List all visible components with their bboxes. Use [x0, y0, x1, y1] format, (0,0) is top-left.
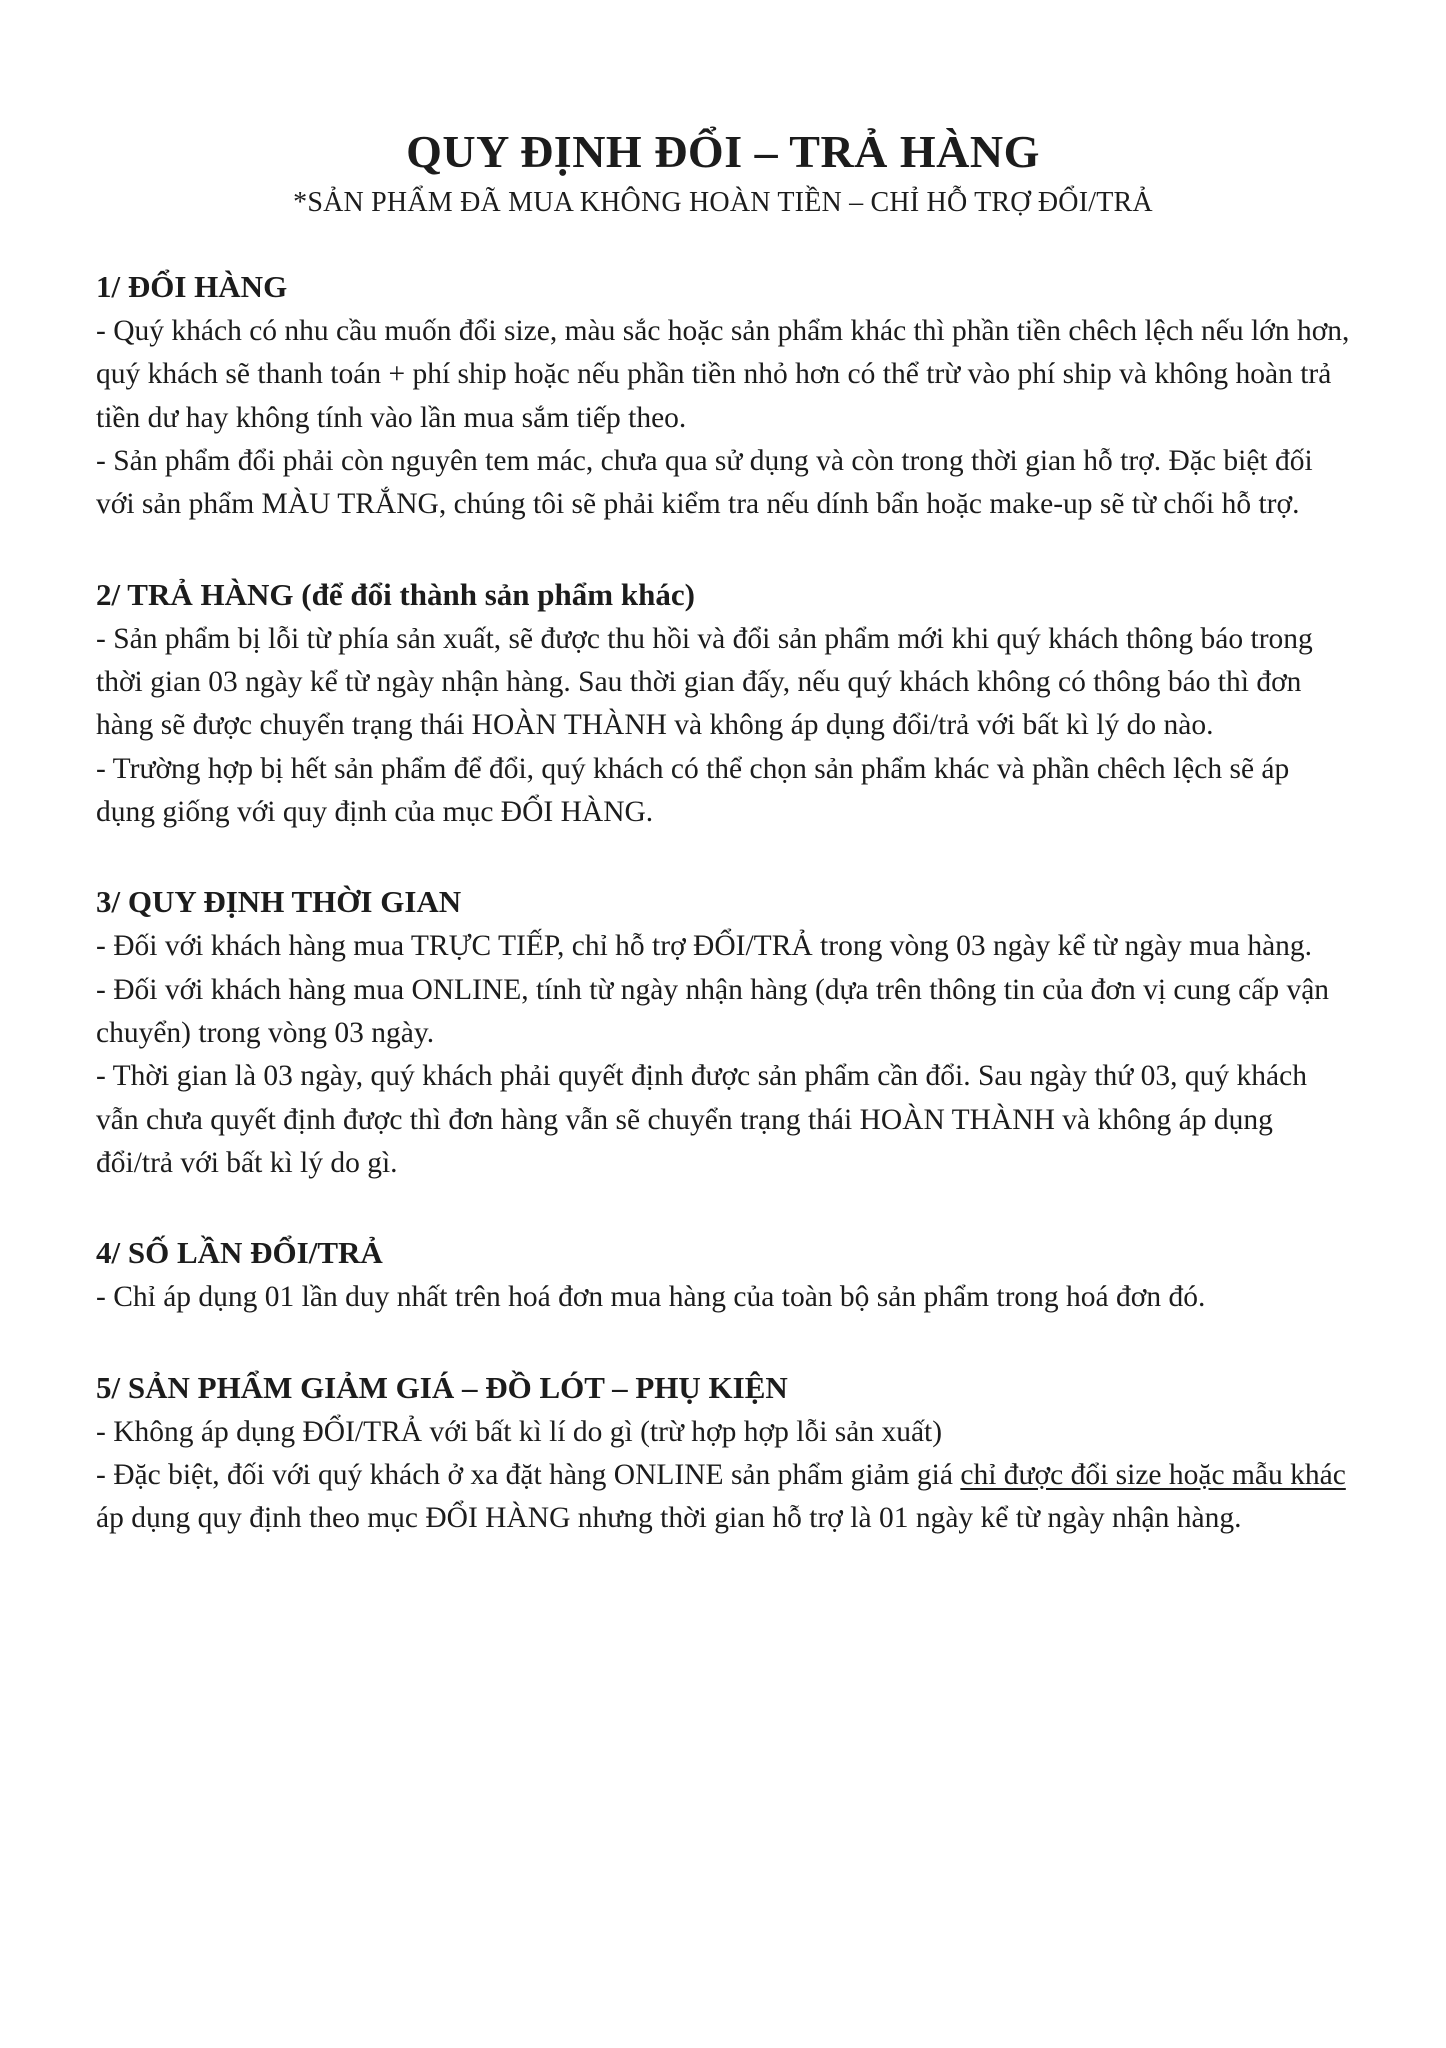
section-heading: 4/ SỐ LẦN ĐỔI/TRẢ	[96, 1235, 383, 1271]
paragraph: - Quý khách có nhu cầu muốn đổi size, màu sắc hoặc sản phẩm khác thì phần tiền chêch lệch nếu lớn hơn, quý khách sẽ thanh toán + phí ship hoặc nếu phần tiền nhỏ hơn có thể trừ vào phí ship và không hoàn trả tiền dư hay không tính vào lần mua sắm tiếp theo.	[96, 314, 1350, 434]
paragraph: - Trường hợp bị hết sản phẩm để đổi, quý khách có thể chọn sản phẩm khác và phần chêch lệch sẽ áp dụng giống với quy định của mục ĐỔI HÀNG.	[96, 752, 1290, 828]
page-title: QUY ĐỊNH ĐỔI – TRẢ HÀNG	[406, 126, 1040, 177]
paragraph: - Chỉ áp dụng 01 lần duy nhất trên hoá đơn mua hàng của toàn bộ sản phẩm trong hoá đơn đó.	[96, 1281, 1206, 1314]
page-subtitle: *SẢN PHẨM ĐÃ MUA KHÔNG HOÀN TIỀN – CHỈ HỖ TRỢ ĐỔI/TRẢ	[293, 186, 1153, 218]
paragraph	[96, 1454, 1350, 1541]
paragraph: - Không áp dụng ĐỔI/TRẢ với bất kì lí do gì (trừ hợp hợp lỗi sản xuất)	[96, 1415, 943, 1448]
paragraph: - Thời gian là 03 ngày, quý khách phải quyết định được sản phẩm cần đổi. Sau ngày thứ 03, quý khách vẫn chưa quyết định được thì đơn hàng vẫn sẽ chuyển trạng thái HOÀN THÀNH và không áp dụng đổi/trả với bất kì lý do gì.	[96, 1060, 1307, 1180]
section-doi-hang	[96, 265, 1350, 527]
paragraph-text: áp dụng quy định theo mục ĐỔI HÀNG nhưng thời gian hỗ trợ là 01 ngày kể từ ngày nhận hàng.	[96, 1502, 1242, 1535]
section-heading: 2/ TRẢ HÀNG (để đổi thành sản phẩm khác)	[96, 576, 695, 612]
paragraph-text: - Đặc biệt, đối với quý khách ở xa đặt hàng ONLINE sản phẩm giảm giá	[96, 1459, 961, 1492]
paragraph: - Sản phẩm đổi phải còn nguyên tem mác, chưa qua sử dụng và còn trong thời gian hỗ trợ. Đặc biệt đối với sản phẩm MÀU TRẮNG, chúng tôi sẽ phải kiểm tra nếu dính bẩn hoặc make-up sẽ từ chối hỗ trợ.	[96, 444, 1313, 521]
section-so-lan-doi-tra	[96, 1231, 1350, 1319]
paragraph: - Sản phẩm bị lỗi từ phía sản xuất, sẽ được thu hồi và đổi sản phẩm mới khi quý khách thông báo trong thời gian 03 ngày kể từ ngày nhận hàng. Sau thời gian đấy, nếu quý khách không có thông báo thì đơn hàng sẽ được chuyển trạng thái HOÀN THÀNH và không áp dụng đổi/trả với bất kì lý do nào.	[96, 622, 1313, 742]
underlined-text: chỉ được đổi size hoặc mẫu khác	[960, 1459, 1346, 1492]
paragraph: - Đối với khách hàng mua TRỰC TIẾP, chỉ hỗ trợ ĐỔI/TRẢ trong vòng 03 ngày kể từ ngày mua hàng.	[96, 930, 1313, 963]
section-quy-dinh-thoi-gian	[96, 880, 1350, 1185]
section-heading: 1/ ĐỔI HÀNG	[96, 268, 288, 304]
paragraph: - Đối với khách hàng mua ONLINE, tính từ ngày nhận hàng (dựa trên thông tin của đơn vị cung cấp vận chuyển) trong vòng 03 ngày.	[96, 973, 1330, 1050]
section-heading: 5/ SẢN PHẨM GIẢM GIÁ – ĐỒ LÓT – PHỤ KIỆN	[96, 1369, 788, 1405]
section-san-pham-giam-gia	[96, 1366, 1350, 1541]
section-tra-hang	[96, 573, 1350, 835]
section-heading: 3/ QUY ĐỊNH THỜI GIAN	[96, 884, 462, 920]
